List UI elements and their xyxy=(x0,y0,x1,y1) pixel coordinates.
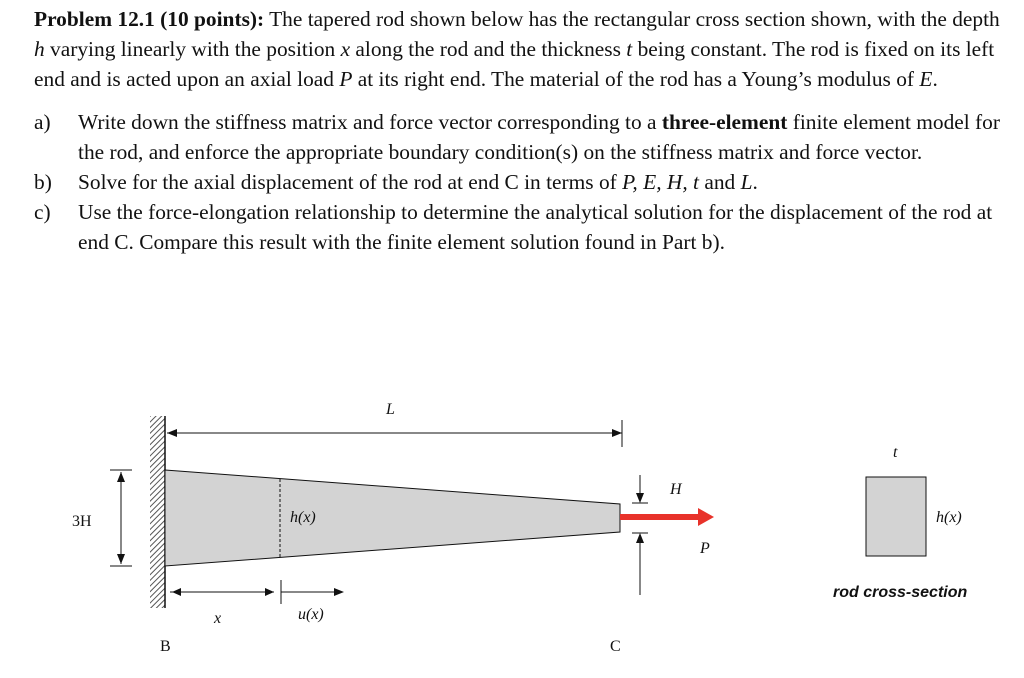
part-c: c) Use the force-elongation relationship to determine the analytical solution for the displacement of the rod at end C. Compare this result with the finite element solution found in Part b). xyxy=(34,200,993,254)
problem-heading: Problem 12.1 (10 points): xyxy=(34,7,265,31)
part-b: b) Solve for the axial displacement of the rod at end C in terms of P, E, H, t and L. xyxy=(34,170,758,194)
label-x: x xyxy=(214,610,222,627)
H-arrow-bottom-head xyxy=(636,533,644,543)
label-H: H xyxy=(670,481,682,498)
label-C: C xyxy=(610,638,621,655)
label-t: t xyxy=(893,444,898,461)
label-h-x: h(x) xyxy=(290,509,316,526)
height-arrow-top xyxy=(117,472,125,482)
problem-statement: Problem 12.1 (10 points): The tapered rod shown below has the rectangular cross section shown, with the depth h varying linearly with the position x along the rod and the thickness t being constant. The rod is fixed on its left end and is acted upon an axial load P at its right end. The material of the rod has a Young’s modulus of E. xyxy=(34,7,1000,91)
label-cs-h-x: h(x) xyxy=(936,509,962,526)
height-arrow-bottom xyxy=(117,554,125,564)
part-a: a) Write down the stiffness matrix and force vector corresponding to a three-element finite element model for the rod, and enforce the appropriate boundary condition(s) on the stiffness matrix and force vector. xyxy=(34,110,1001,164)
x-arrow-right xyxy=(265,588,274,596)
label-3H: 3H xyxy=(72,513,92,530)
H-arrow-top-head xyxy=(636,493,644,503)
fixed-wall-hatch xyxy=(150,416,165,608)
cross-section-caption: rod cross-section xyxy=(833,584,968,601)
x-arrow-left xyxy=(172,588,181,596)
label-L: L xyxy=(386,401,395,418)
cross-section-rect xyxy=(866,477,926,556)
u-arrow-head xyxy=(334,588,344,596)
tapered-rod xyxy=(165,470,620,566)
label-u-x: u(x) xyxy=(298,606,324,623)
label-B: B xyxy=(160,638,171,655)
load-arrow-head xyxy=(698,508,714,526)
length-arrow-left xyxy=(167,429,177,437)
label-P: P xyxy=(700,540,710,557)
length-arrow-right xyxy=(612,429,622,437)
